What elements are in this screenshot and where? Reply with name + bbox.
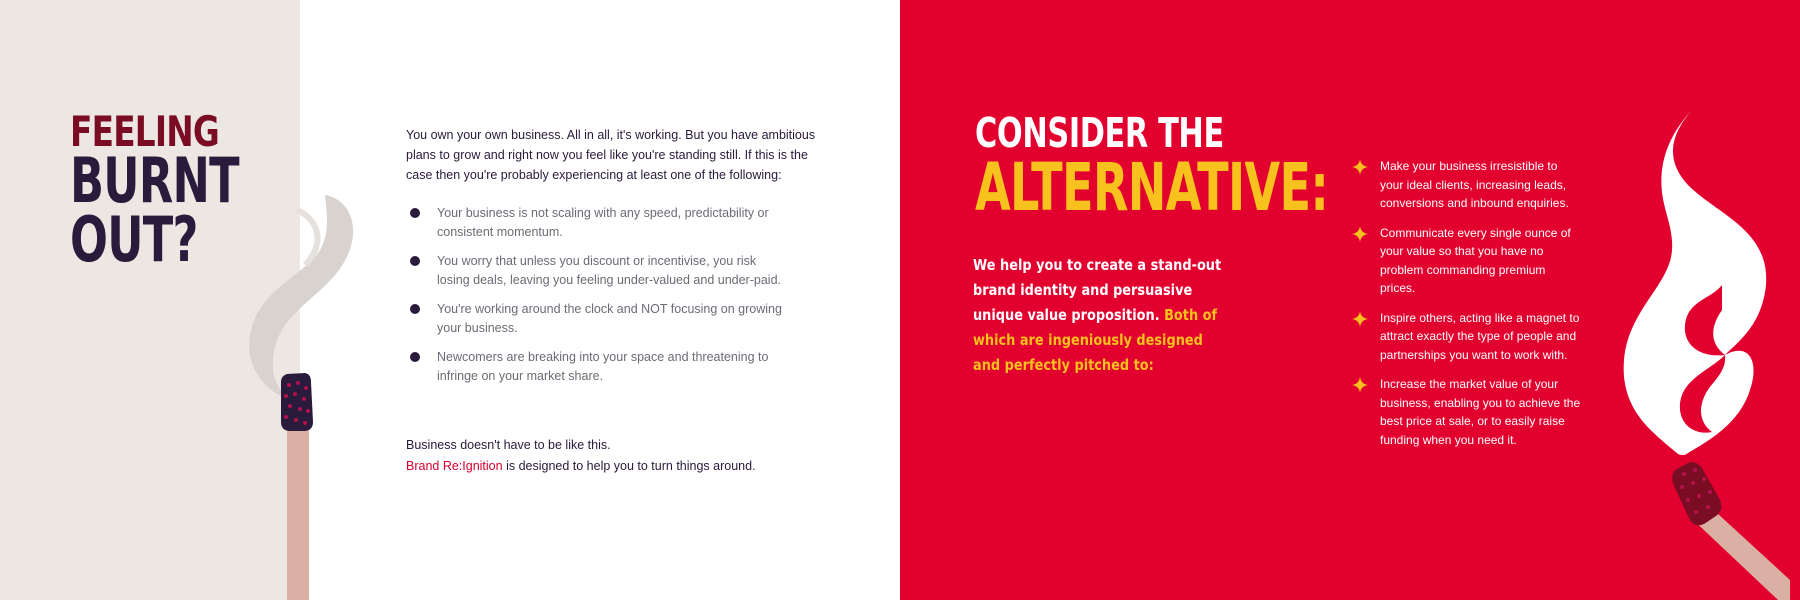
heading-line-feeling: FEELING [70, 107, 220, 156]
list-item [406, 300, 786, 337]
problem-list [406, 204, 786, 396]
sparkle-star-icon [1352, 226, 1368, 242]
outro-paragraph [406, 435, 846, 477]
dot-icon [410, 208, 420, 218]
list-item-text: Increase the market value of your business, enabling you to achieve the best price at sale, or to easily raise funding when you need it. [1380, 377, 1581, 447]
list-item-text: Make your business irresistible to your ideal clients, increasing leads, conversions and inbound enquiries. [1380, 159, 1569, 210]
heading-line-burnt: BURNT [70, 143, 239, 217]
sparkle-star-icon [1352, 311, 1368, 327]
list-item-text: Newcomers are breaking into your space and threatening to infringe on your market share. [437, 350, 769, 383]
sparkle-star-icon [1352, 159, 1368, 175]
outro-line-2: is designed to help you to turn things around. [502, 459, 756, 473]
brand-name: Brand Re:Ignition [406, 459, 503, 473]
list-item [406, 252, 786, 289]
list-item-text: Your business is not scaling with any speed, predictability or consistent momentum. [437, 206, 769, 239]
list-item-text: Inspire others, acting like a magnet to attract exactly the type of people and partnerships you want to work with. [1380, 310, 1580, 362]
sparkle-star-icon [1352, 377, 1368, 393]
dot-icon [410, 352, 420, 362]
list-item [406, 204, 786, 241]
burnt-match-icon [245, 170, 365, 600]
heading-line-alternative: ALTERNATIVE: [975, 149, 1329, 226]
list-item-text: Communicate every single ounce of your value so that you have no problem commanding premium prices. [1380, 225, 1571, 295]
heading-line-consider: CONSIDER THE [975, 109, 1224, 157]
list-item [1352, 375, 1582, 449]
list-item [1352, 224, 1582, 298]
list-item [406, 348, 786, 385]
dot-icon [410, 256, 420, 266]
value-pitch [973, 253, 1231, 378]
heading-line-out: OUT? [70, 202, 198, 276]
list-item-text: You worry that unless you discount or incentivise, you risk losing deals, leaving you feeling under-valued and under-paid. [437, 254, 781, 287]
benefit-list [1352, 157, 1582, 460]
pitch-white-text: We help you to create a stand-out brand identity and persuasive unique value proposition. [973, 256, 1222, 324]
dot-icon [410, 304, 420, 314]
list-item-text: You're working around the clock and NOT focusing on growing your business. [437, 302, 782, 335]
outro-line-1: Business doesn't have to be like this. [406, 438, 611, 452]
list-item [1352, 157, 1582, 213]
intro-paragraph: You own your own business. All in all, it's working. But you have ambitious plans to grow and right now you feel like you're standing still. If this is the case then you're probably experiencing at least one of the following: [406, 127, 816, 182]
pitch-highlight-text: Both of which are ingeniously designed and perfectly pitched to: [973, 306, 1218, 374]
list-item [1352, 309, 1582, 365]
lit-match-icon [1600, 110, 1800, 600]
